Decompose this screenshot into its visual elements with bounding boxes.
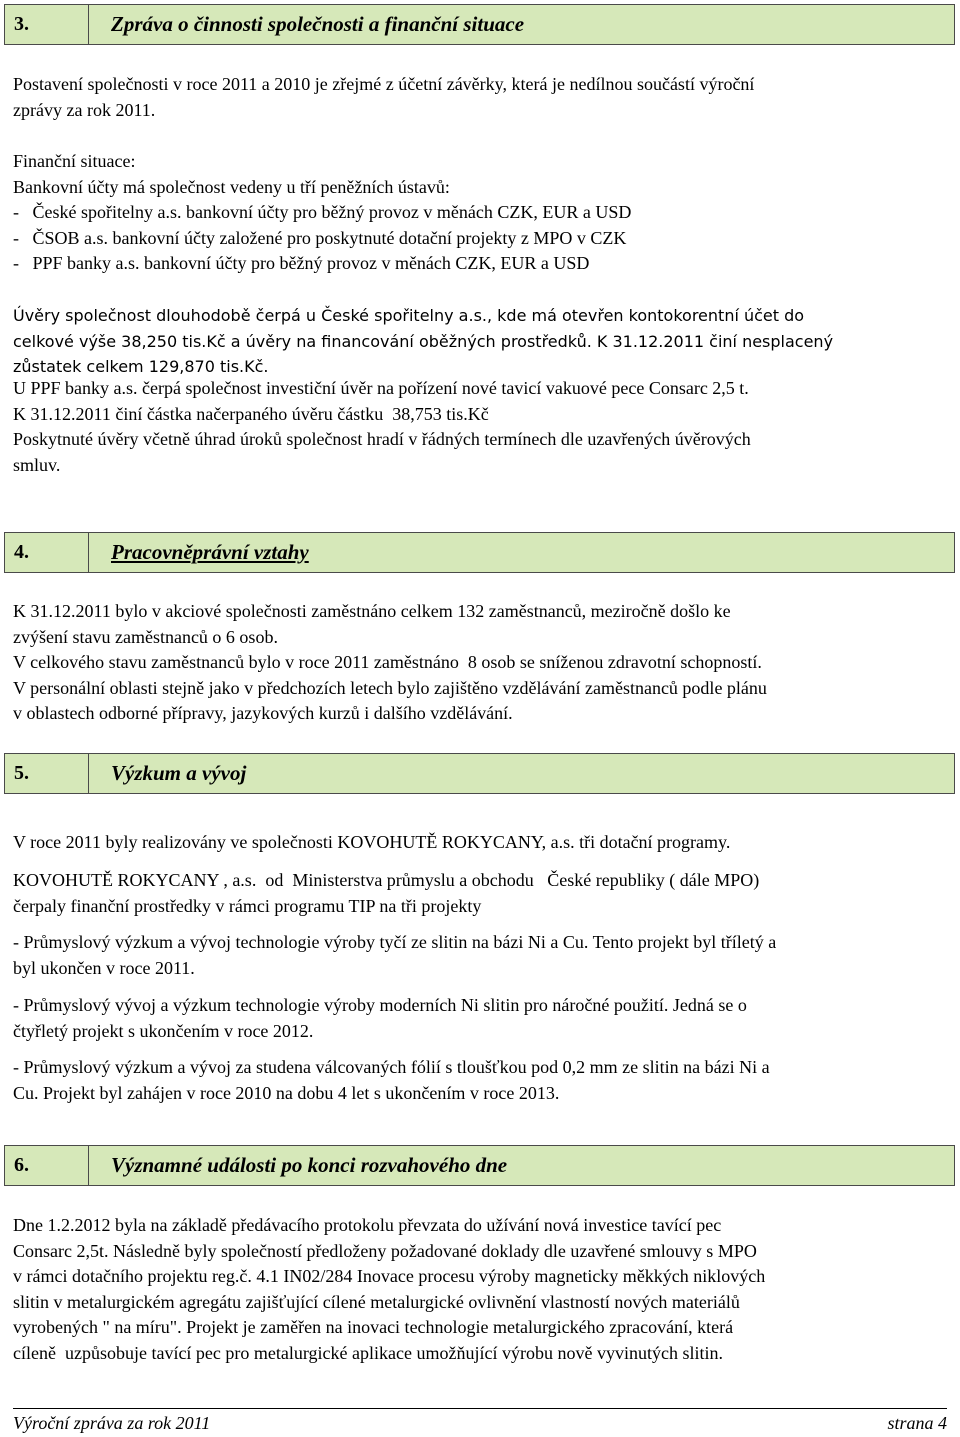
paragraph-ppf	[13, 376, 947, 478]
text-line: zůstatek celkem 129,870 tis.Kč.	[13, 357, 269, 376]
text-line: Dne 1.2.2012 byla na základě předávacího protokolu převzata do užívání nová investice tavící pec	[13, 1215, 722, 1235]
bank-item: - České spořitelny a.s. bankovní účty pro běžný provoz v měnách CZK, EUR a USD	[13, 202, 632, 222]
paragraph-programs	[13, 830, 947, 856]
section-title: Významné události po konci rozvahového dne	[111, 1152, 508, 1177]
text-line: v oblastech odborné přípravy, jazykových kurzů i dalšího vzdělávání.	[13, 703, 513, 723]
bank-intro: Bankovní účty má společnost vedeny u tří peněžních ústavů:	[13, 176, 450, 197]
text-line: KOVOHUTĚ ROKYCANY , a.s. od Ministerstva průmyslu a obchodu České republiky ( dále MPO)	[13, 870, 760, 890]
paragraph-finance	[13, 149, 947, 277]
bank-item: - PPF banky a.s. bankovní účty pro běžný provoz v měnách CZK, EUR a USD	[13, 253, 590, 273]
paragraph-position	[13, 72, 947, 123]
section-title: Zpráva o činnosti společnosti a finanční situace	[111, 11, 525, 36]
text-line: zvýšení stavu zaměstnanců o 6 osob.	[13, 626, 278, 647]
text-line: U PPF banky a.s. čerpá společnost investiční úvěr na pořízení nové tavicí vakuové pece Consarc 2,5 t.	[13, 378, 749, 398]
page-footer	[13, 1408, 947, 1437]
section-number: 5.	[5, 754, 89, 793]
text-line: Cu. Projekt byl zahájen v roce 2010 na dobu 4 let s ukončením v roce 2013.	[13, 1082, 560, 1103]
paragraph-events	[13, 1213, 947, 1366]
section-number: 6.	[5, 1146, 89, 1185]
section-title: Výzkum a vývoj	[111, 760, 247, 785]
text-line: Postavení společnosti v roce 2011 a 2010 je zřejmé z účetní závěrky, která je nedílnou součástí výroční	[13, 74, 755, 94]
section-title: Pracovněprávní vztahy	[111, 539, 309, 564]
text-line: čtyřletý projekt s ukončením v roce 2012.	[13, 1020, 314, 1041]
text-line: K 31.12.2011 bylo v akciové společnosti zaměstnáno celkem 132 zaměstnanců, meziročně došlo ke	[13, 601, 731, 621]
text-line: byl ukončen v roce 2011.	[13, 957, 195, 978]
text-line: zprávy za rok 2011.	[13, 99, 156, 120]
text-line: - Průmyslový výzkum a vývoj technologie výroby tyčí ze slitin na bázi Ni a Cu. Tento projekt byl tříletý a	[13, 932, 777, 952]
paragraph-mpo	[13, 868, 947, 919]
section-number: 4.	[5, 533, 89, 572]
text-line: v rámci dotačního projektu reg.č. 4.1 IN02/284 Inovace procesu výroby magneticky měkkých niklových	[13, 1266, 766, 1286]
text-line: celkové výše 38,250 tis.Kč a úvěry na financování oběžných prostředků. K 31.12.2011 činí nesplacený	[13, 331, 834, 351]
project-item-2	[13, 993, 947, 1044]
text-line: Úvěry společnost dlouhodobě čerpá u České spořitelny a.s., kde má otevřen kontokorentní účet do	[13, 306, 805, 325]
text-line: vyrobených " na míru". Projekt je zaměřen na inovaci technologie metalurgického zpracování, která	[13, 1317, 734, 1337]
text-line: V celkového stavu zaměstnanců bylo v roce 2011 zaměstnáno 8 osob se sníženou zdravotní schopností.	[13, 652, 762, 672]
text-line: smluv.	[13, 454, 61, 475]
text-line: V personální oblasti stejně jako v předchozích letech bylo zajištěno vzdělávání zaměstnanců podle plánu	[13, 677, 767, 698]
text-line: čerpaly finanční prostředky v rámci programu TIP na tři projekty	[13, 895, 482, 916]
text-line: K 31.12.2011 činí částka načerpaného úvěru částku 38,753 tis.Kč	[13, 403, 489, 424]
footer-title: Výroční zpráva za rok 2011	[13, 1413, 211, 1433]
text-line: Poskytnuté úvěry včetně úhrad úroků společnost hradí v řádných termínech dle uzavřených úvěrových	[13, 429, 751, 449]
section-3-header	[4, 4, 955, 45]
text-line: V roce 2011 byly realizovány ve společnosti KOVOHUTĚ ROKYCANY, a.s. tři dotační programy.	[13, 832, 731, 852]
paragraph-loans	[13, 303, 947, 380]
project-item-1	[13, 930, 947, 981]
section-5-header	[4, 753, 955, 794]
project-item-3	[13, 1055, 947, 1106]
text-line: Consarc 2,5t. Následně byly společností předloženy požadované doklady dle uzavřené smlouvy s MPO	[13, 1240, 757, 1261]
text-line: - Průmyslový vývoj a výzkum technologie výroby moderních Ni slitin pro náročné použití. Jedná se o	[13, 995, 747, 1015]
text-line: - Průmyslový výzkum a vývoj za studena válcovaných fólií s tloušťkou pod 0,2 mm ze slitin na bázi Ni a	[13, 1057, 770, 1077]
paragraph-employees	[13, 599, 947, 727]
section-number: 3.	[5, 5, 89, 44]
text-line: slitin v metalurgickém agregátu zajišťující cílené metalurgické ovlivnění vlastností nových materiálů	[13, 1291, 740, 1312]
bank-item: - ČSOB a.s. bankovní účty založené pro poskytnuté dotační projekty z MPO v CZK	[13, 227, 627, 248]
finance-title: Finanční situace:	[13, 151, 136, 171]
page-number: strana 4	[887, 1413, 947, 1433]
text-line: cíleně uzpůsobuje tavící pec pro metalurgické aplikace umožňující výrobu nově vyvinutých slitin.	[13, 1342, 723, 1363]
section-4-header	[4, 532, 955, 573]
section-6-header	[4, 1145, 955, 1186]
